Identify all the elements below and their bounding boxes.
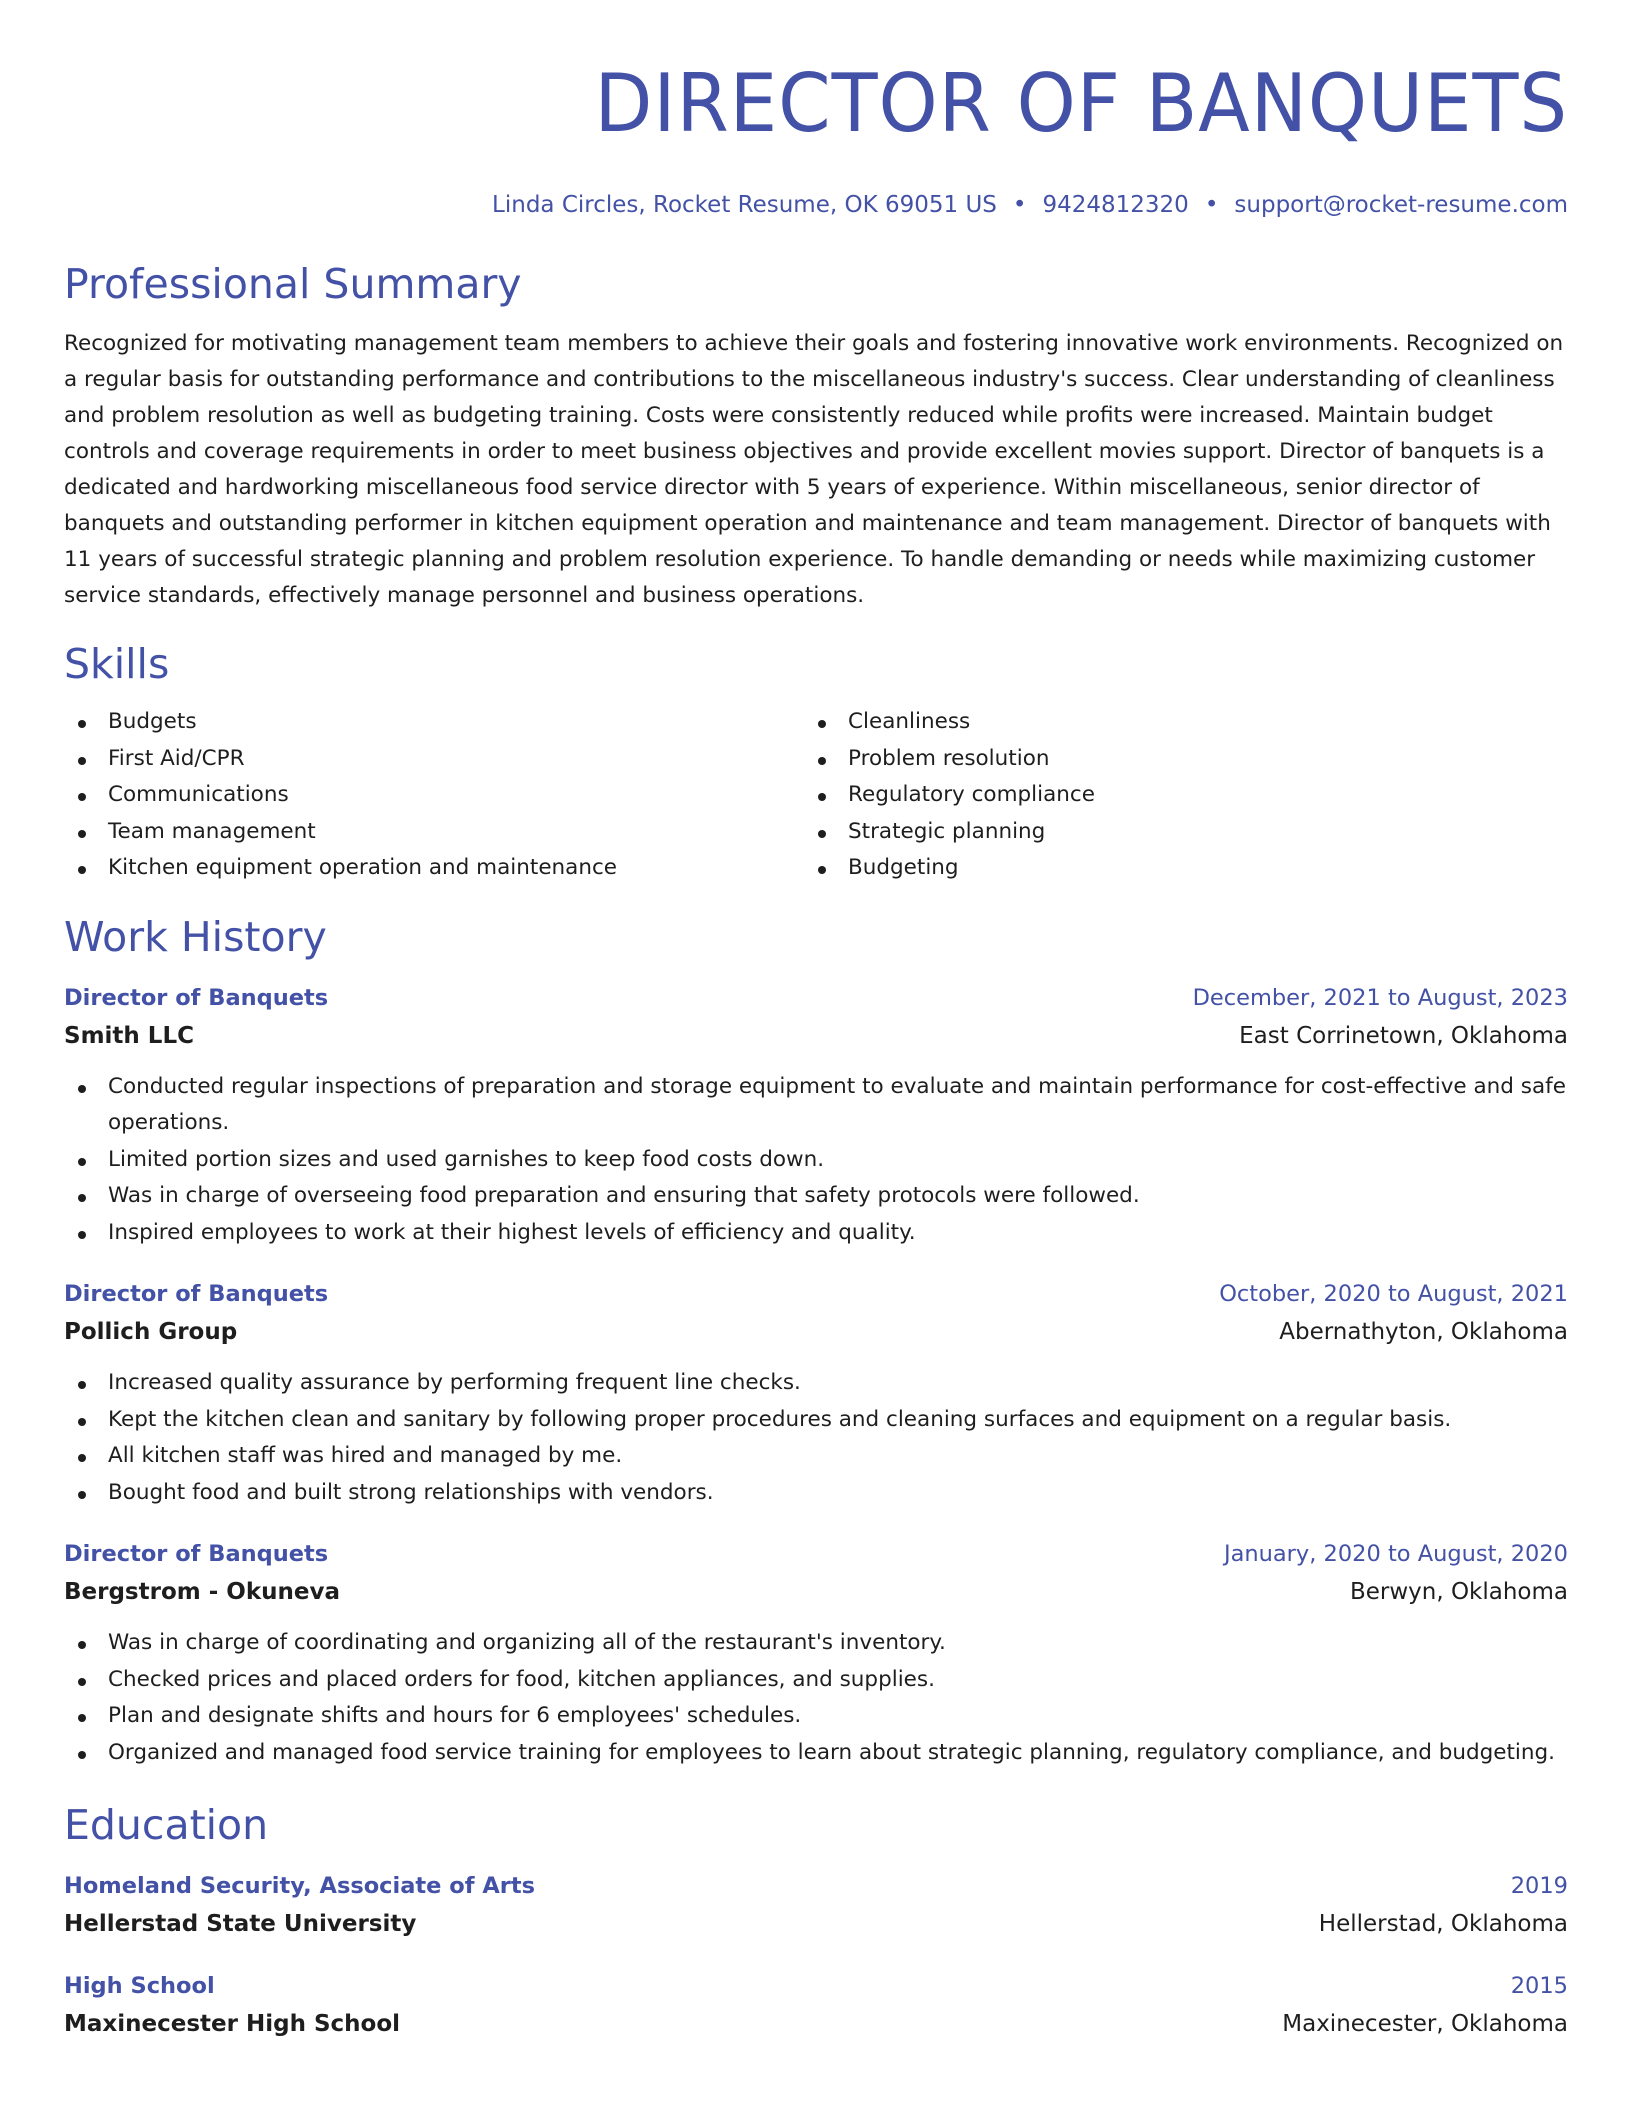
skill-item: Problem resolution xyxy=(804,741,1544,778)
job-dates: October, 2020 to August, 2021 xyxy=(1219,1281,1568,1307)
resume-name: DIRECTOR OF BANQUETS xyxy=(594,57,1568,150)
job-bullet: Inspired employees to work at their highest levels of efficiency and quality. xyxy=(64,1215,1568,1252)
education-degree: High School xyxy=(64,1973,215,1999)
skill-item: Team management xyxy=(64,814,804,851)
job-title: Director of Banquets xyxy=(64,1541,329,1567)
job-dates: December, 2021 to August, 2023 xyxy=(1192,984,1568,1011)
education-school-row xyxy=(64,2005,1568,2043)
job-bullet: Conducted regular inspections of preparation and storage equipment to evaluate and maintain performance for cost-effective and safe operations. xyxy=(64,1069,1568,1142)
job-title: Director of Banquets xyxy=(64,1281,329,1307)
job-bullets xyxy=(64,1625,1568,1771)
job-bullet: Plan and designate shifts and hours for 6 employees' schedules. xyxy=(64,1698,1568,1735)
contact-separator: • xyxy=(1204,192,1219,218)
education-entry xyxy=(64,1967,1568,2043)
education-year: 2019 xyxy=(1510,1873,1568,1899)
skills-list xyxy=(64,704,1568,887)
job-location: Abernathyton, Oklahoma xyxy=(1279,1319,1568,1345)
job-bullets xyxy=(64,1069,1568,1252)
skill-item: Regulatory compliance xyxy=(804,777,1544,814)
summary-text: Recognized for motivating management team members to achieve their goals and fostering innovative work environments. Recognized on a regular basis for outstanding performance and contributions to the miscellaneous industry's success. Clear understanding of cleanliness and problem resolution as well as budgeting training. Costs were consistently reduced while profits were increased. Maintain budget controls and coverage requirements in order to meet business objectives and provide excellent movies support. Director of banquets is a dedicated and hardworking miscellaneous food service director with 5 years of experience. Within miscellaneous, senior director of banquets and outstanding performer in kitchen equipment operation and maintenance and team management. Director of banquets with 11 years of successful strategic planning and problem resolution experience. To handle demanding or needs while maximizing customer service standards, effectively manage personnel and business operations. xyxy=(64,331,1564,608)
job-bullet: Was in charge of overseeing food preparation and ensuring that safety protocols were followed. xyxy=(64,1178,1568,1215)
education-school: Hellerstad State University xyxy=(64,1911,417,1937)
job-bullet: Increased quality assurance by performing frequent line checks. xyxy=(64,1365,1568,1402)
job-company-row xyxy=(64,1573,1568,1611)
job-company-row xyxy=(64,1313,1568,1351)
contact-phone: 9424812320 xyxy=(1042,192,1189,218)
job-bullet: Was in charge of coordinating and organizing all of the restaurant's inventory. xyxy=(64,1625,1568,1662)
education-school-row xyxy=(64,1905,1568,1943)
job-company: Smith LLC xyxy=(64,1022,194,1049)
education-heading: Education xyxy=(64,1801,269,1849)
skill-item: First Aid/CPR xyxy=(64,741,804,778)
summary-heading: Professional Summary xyxy=(64,260,522,308)
job-company-row xyxy=(64,1017,1568,1055)
job-bullets xyxy=(64,1365,1568,1511)
contact-separator: • xyxy=(1012,192,1027,218)
job-header-row xyxy=(64,1535,1568,1573)
job-bullet: All kitchen staff was hired and managed by me. xyxy=(64,1438,1568,1475)
work-history-heading: Work History xyxy=(64,912,327,961)
skills-column-right xyxy=(804,704,1544,887)
skill-item: Strategic planning xyxy=(804,814,1544,851)
education-school: Maxinecester High School xyxy=(64,2011,401,2037)
education-location: Maxinecester, Oklahoma xyxy=(1282,2011,1568,2037)
contact-email[interactable]: support@rocket-resume.com xyxy=(1234,192,1568,218)
job-company: Pollich Group xyxy=(64,1319,238,1345)
job-bullet: Bought food and built strong relationships with vendors. xyxy=(64,1475,1568,1512)
job-bullet: Kept the kitchen clean and sanitary by following proper procedures and cleaning surfaces and equipment on a regular basis. xyxy=(64,1402,1568,1439)
skill-item: Kitchen equipment operation and maintenance xyxy=(64,850,804,887)
education-entry xyxy=(64,1867,1568,1943)
education-year: 2015 xyxy=(1510,1973,1568,1999)
education-header-row xyxy=(64,1867,1568,1905)
education-header-row xyxy=(64,1967,1568,2005)
job-dates: January, 2020 to August, 2020 xyxy=(1223,1541,1568,1567)
job-bullet: Limited portion sizes and used garnishes to keep food costs down. xyxy=(64,1142,1568,1179)
job-header-row xyxy=(64,1275,1568,1313)
job-location: East Corrinetown, Oklahoma xyxy=(1239,1022,1568,1049)
job-entry xyxy=(64,1535,1568,1771)
skill-item: Communications xyxy=(64,777,804,814)
contact-address: Linda Circles, Rocket Resume, OK 69051 US xyxy=(492,192,997,218)
skill-item: Budgeting xyxy=(804,850,1544,887)
job-entry xyxy=(64,979,1568,1252)
skills-heading: Skills xyxy=(64,640,170,688)
job-title: Director of Banquets xyxy=(64,984,329,1011)
job-header-row xyxy=(64,979,1568,1017)
skills-column-left xyxy=(64,704,804,887)
education-degree: Homeland Security, Associate of Arts xyxy=(64,1873,536,1899)
skill-item: Budgets xyxy=(64,704,804,741)
job-company: Bergstrom - Okuneva xyxy=(64,1579,340,1605)
job-bullet: Organized and managed food service training for employees to learn about strategic planning, regulatory compliance, and budgeting. xyxy=(64,1735,1568,1772)
contact-line xyxy=(64,190,1568,220)
education-location: Hellerstad, Oklahoma xyxy=(1318,1911,1568,1937)
job-entry xyxy=(64,1275,1568,1511)
job-bullet: Checked prices and placed orders for food, kitchen appliances, and supplies. xyxy=(64,1662,1568,1699)
skill-item: Cleanliness xyxy=(804,704,1544,741)
job-location: Berwyn, Oklahoma xyxy=(1349,1579,1568,1605)
